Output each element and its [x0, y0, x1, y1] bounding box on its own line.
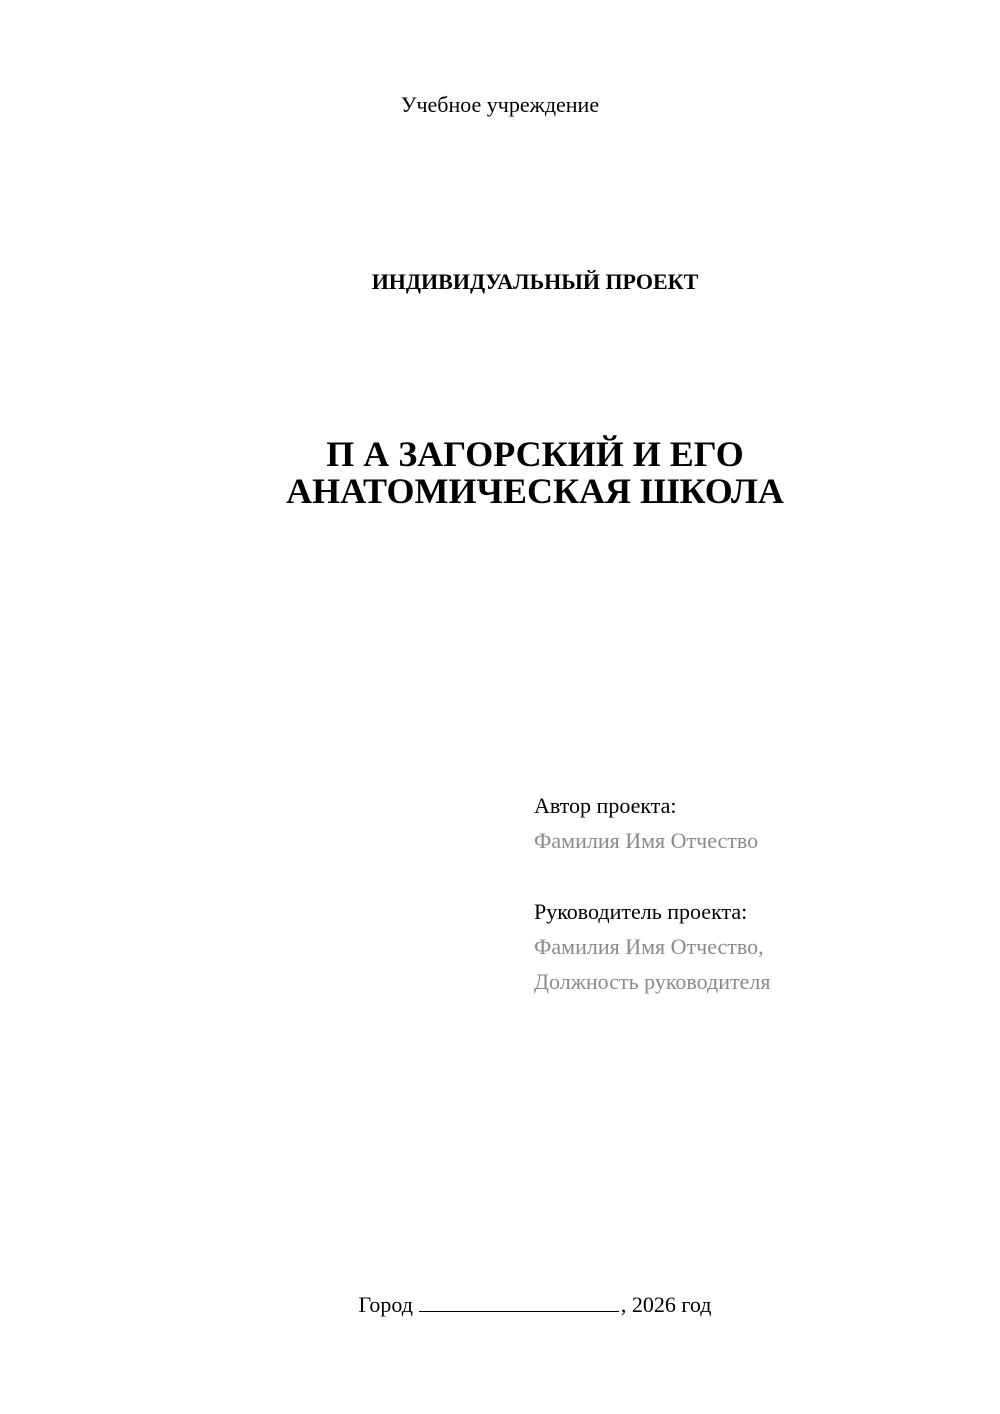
institution-name: Учебное учреждение — [400, 92, 600, 117]
info-spacer — [534, 858, 974, 894]
supervisor-position-placeholder: Должность руководителя — [534, 969, 771, 994]
author-name-placeholder: Фамилия Имя Отчество — [534, 828, 759, 853]
city-blank-underline — [419, 1289, 619, 1312]
author-label: Автор проекта: — [534, 793, 677, 818]
city-label: Город — [358, 1292, 413, 1317]
supervisor-name-placeholder: Фамилия Имя Отчество, — [534, 934, 764, 959]
project-title-line-2: АНАТОМИЧЕСКАЯ ШКОЛА — [286, 471, 784, 511]
supervisor-label: Руководитель проекта: — [534, 899, 748, 924]
city-year-line — [35, 1289, 1000, 1320]
project-info-block — [534, 788, 974, 999]
project-title — [35, 436, 1000, 510]
project-title-line-1: П А ЗАГОРСКИЙ И ЕГО — [326, 434, 744, 474]
year-text: , 2026 год — [620, 1292, 712, 1317]
document-type-heading: ИНДИВИДУАЛЬНЫЙ ПРОЕКТ — [371, 269, 699, 294]
